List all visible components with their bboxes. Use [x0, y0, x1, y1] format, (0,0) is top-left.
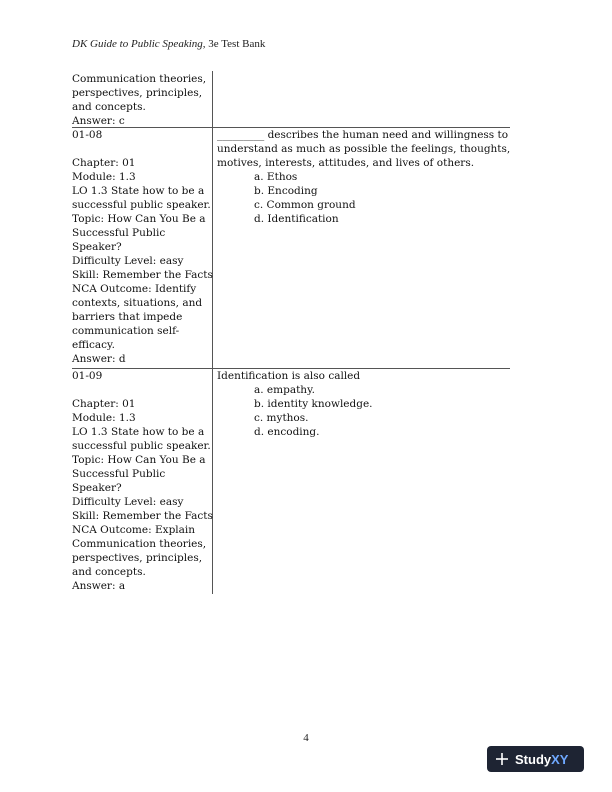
page-number: 4 [303, 732, 309, 744]
item-id: 01-09 [72, 370, 103, 382]
meta-line: Module: 1.3 [72, 412, 136, 424]
meta-line: Successful Public [72, 227, 166, 239]
studyxy-badge[interactable] [487, 746, 584, 772]
meta-line: Topic: How Can You Be a [72, 454, 206, 466]
answer-option: b. Encoding [254, 185, 318, 197]
item-meta [72, 128, 213, 366]
answer-option: c. mythos. [254, 412, 309, 424]
answer-line: Answer: c [72, 115, 125, 127]
answer-option: d. encoding. [254, 426, 320, 438]
page-header [72, 38, 265, 50]
meta-line: Chapter: 01 [72, 157, 136, 169]
meta-line: Module: 1.3 [72, 171, 136, 183]
edition: 3e Test Bank [208, 38, 266, 50]
answer-option: d. Identification [254, 213, 339, 225]
answer-line: Answer: a [72, 580, 126, 592]
meta-line: perspectives, principles, [72, 552, 203, 564]
meta-line: Successful Public [72, 468, 166, 480]
meta-line: Communication theories, [72, 538, 207, 550]
meta-line: NCA Outcome: Identify [72, 283, 197, 295]
book-title: DK Guide to Public Speaking, [72, 38, 206, 50]
meta-line: Skill: Remember the Facts [72, 510, 213, 522]
meta-line: efficacy. [72, 339, 115, 351]
meta-line: and concepts. [72, 101, 146, 113]
question-line: Identification is also called [217, 370, 361, 382]
answer-option: a. Ethos [254, 171, 298, 183]
meta-line: and concepts. [72, 566, 146, 578]
question-line: motives, interests, attitudes, and lives of others. [217, 157, 475, 169]
meta-line: NCA Outcome: Explain [72, 524, 196, 536]
answer-option: c. Common ground [254, 199, 356, 211]
meta-line: Skill: Remember the Facts [72, 269, 213, 281]
meta-line: perspectives, principles, [72, 87, 203, 99]
item-meta [72, 369, 213, 593]
question-line: _________ describes the human need and willingness to [217, 129, 509, 141]
meta-line: Chapter: 01 [72, 398, 136, 410]
meta-line: successful public speaker. [72, 199, 211, 211]
item-question [217, 369, 373, 439]
answer-line: Answer: d [72, 353, 126, 365]
brand-accent: XY [551, 751, 569, 767]
meta-line: successful public speaker. [72, 440, 211, 452]
plus-icon [495, 752, 509, 766]
meta-line: Communication theories, [72, 73, 207, 85]
meta-line: Topic: How Can You Be a [72, 213, 206, 225]
meta-line: Difficulty Level: easy [72, 496, 184, 508]
item-id: 01-08 [72, 129, 103, 141]
meta-line: Speaker? [72, 482, 122, 494]
meta-line: LO 1.3 State how to be a [72, 185, 205, 197]
answer-option: b. identity knowledge. [254, 398, 373, 410]
item-question [217, 128, 510, 226]
meta-line: barriers that impede [72, 311, 183, 323]
answer-option: a. empathy. [254, 384, 315, 396]
meta-line: LO 1.3 State how to be a [72, 426, 205, 438]
meta-line: Speaker? [72, 241, 122, 253]
brand-main: Study [515, 751, 552, 767]
meta-line: contexts, situations, and [72, 297, 203, 309]
meta-line: communication self- [72, 325, 180, 337]
meta-line: Difficulty Level: easy [72, 255, 184, 267]
question-line: understand as much as possible the feelings, thoughts, [217, 143, 511, 155]
prev-item-meta [72, 72, 206, 128]
